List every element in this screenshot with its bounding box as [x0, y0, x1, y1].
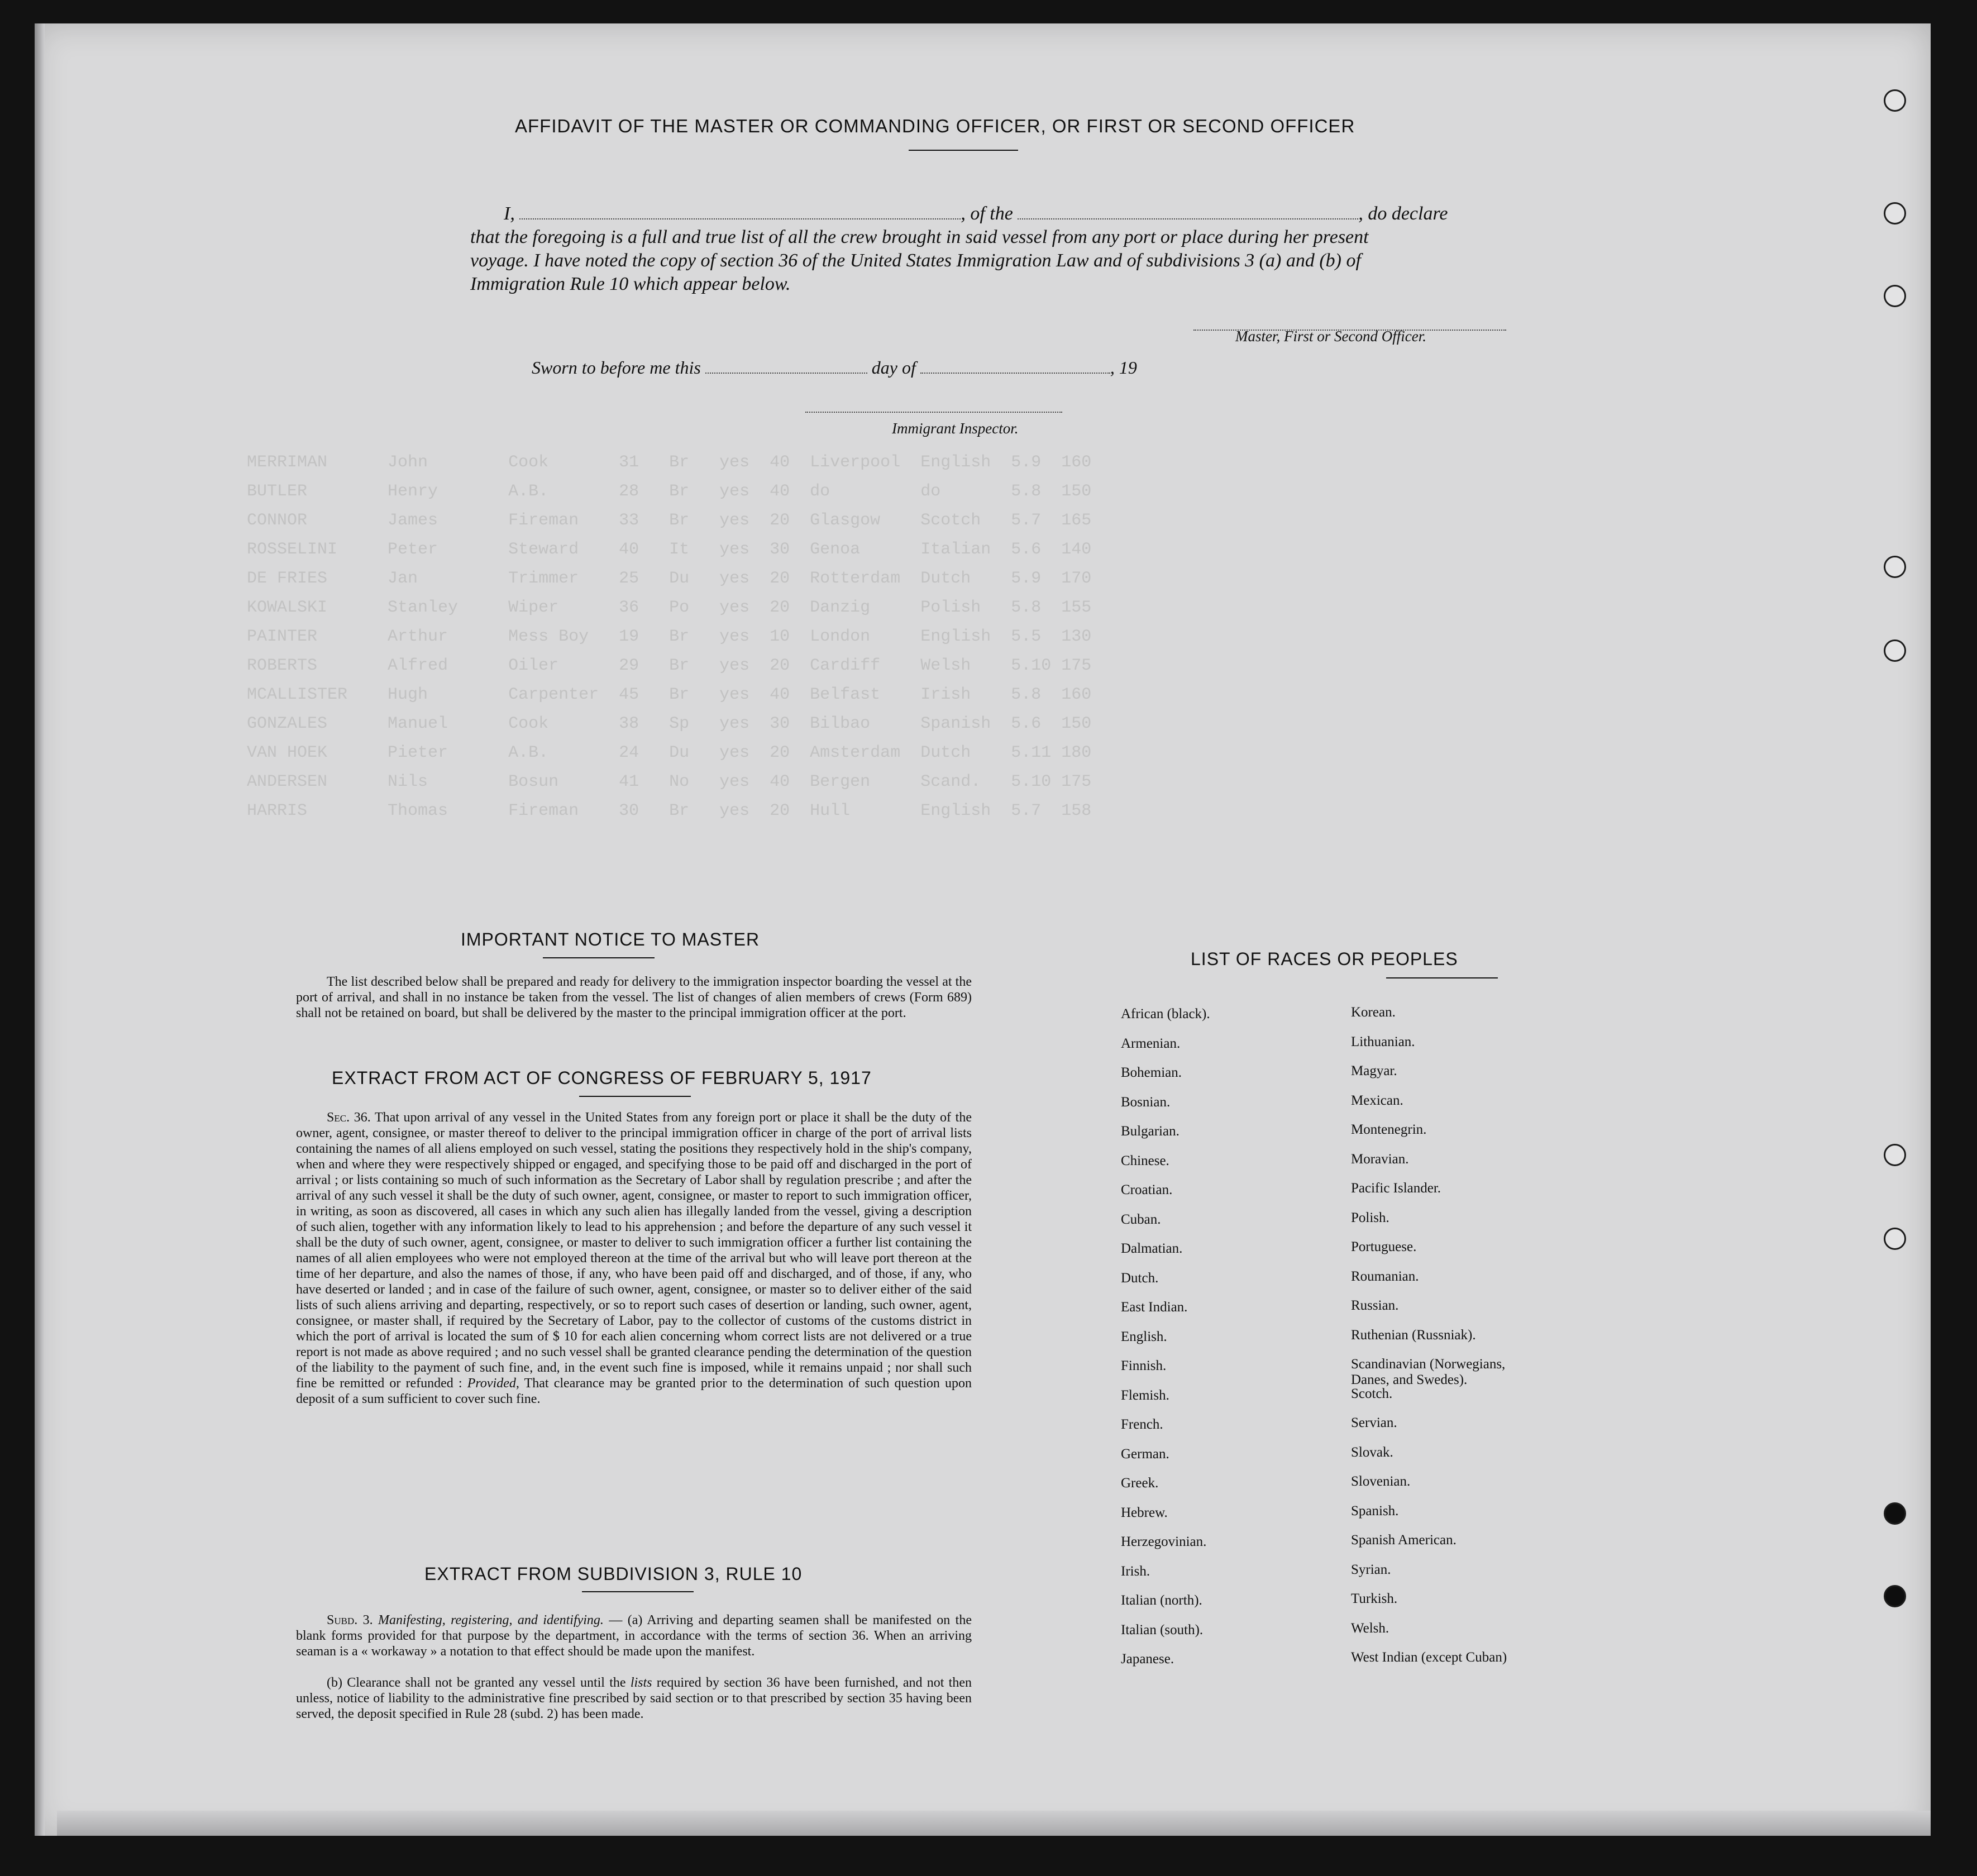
race-item: English. [1121, 1329, 1167, 1344]
notice-rule [543, 957, 655, 958]
sworn-text: Sworn to before me this [532, 357, 701, 378]
act-text [296, 1110, 972, 1407]
race-item: Scotch. [1351, 1386, 1393, 1401]
page-bottom-strip [57, 1811, 1931, 1836]
race-item: Slovak. [1351, 1444, 1393, 1460]
act-title: EXTRACT FROM ACT OF CONGRESS OF FEBRUARY 5, 1917 [332, 1068, 872, 1088]
race-item: Welsh. [1351, 1620, 1389, 1636]
race-item: Hebrew. [1121, 1505, 1168, 1520]
binder-hole [1884, 285, 1906, 307]
race-item: Dalmatian. [1121, 1241, 1183, 1256]
race-item: French. [1121, 1417, 1163, 1432]
act-section-label: Sec. 36. [327, 1110, 371, 1125]
race-item: Slovenian. [1351, 1474, 1411, 1489]
affidavit-line-4: Immigration Rule 10 which appear below. [470, 274, 791, 294]
race-item: Polish. [1351, 1210, 1389, 1225]
race-item: Flemish. [1121, 1387, 1169, 1403]
race-item: Lithuanian. [1351, 1034, 1415, 1049]
race-item: Irish. [1121, 1563, 1150, 1579]
race-item: Bohemian. [1121, 1065, 1182, 1080]
race-item: Ruthenian (Russniak). [1351, 1327, 1476, 1343]
race-item: Japanese. [1121, 1651, 1174, 1667]
rule-subd-heading: Manifesting, registering, and identifying. [378, 1613, 604, 1627]
race-item: Croatian. [1121, 1182, 1173, 1197]
race-item: Russian. [1351, 1298, 1399, 1313]
affidavit-line-2: that the foregoing is a full and true list of all the crew brought in said vessel from any port or place during her present [470, 227, 1369, 247]
rule-para-b [296, 1675, 972, 1722]
race-item: Cuban. [1121, 1211, 1161, 1227]
race-item: Bosnian. [1121, 1094, 1171, 1110]
rule-para-a [296, 1612, 972, 1659]
race-item: Greek. [1121, 1476, 1159, 1491]
rule-subd-label: Subd. 3. [327, 1613, 373, 1627]
race-item: East Indian. [1121, 1300, 1188, 1315]
binder-hole [1884, 1228, 1906, 1250]
race-item: Scandinavian (Norwegians, Danes, and Swedes). [1351, 1357, 1506, 1387]
races-right-column [1351, 1005, 1535, 1679]
race-item: Chinese. [1121, 1153, 1169, 1168]
races-rule [1386, 977, 1498, 978]
race-item: Mexican. [1351, 1092, 1403, 1108]
rule-para-b-start: (b) Clearance shall not be granted any vessel until the [327, 1675, 626, 1690]
inspector-label: Immigrant Inspector. [892, 420, 1019, 437]
race-item: Moravian. [1351, 1151, 1409, 1167]
act-body-end: That clearance may be granted prior to the determination of such question upon deposit of a sum sufficient to cover such fine. [296, 1376, 972, 1406]
binder-hole [1884, 1144, 1906, 1166]
affidavit-title: AFFIDAVIT OF THE MASTER OR COMMANDING OFFICER, OR FIRST OR SECOND OFFICER [515, 116, 1355, 136]
rule-rule [582, 1591, 694, 1592]
affidavit-i: I, [504, 203, 515, 224]
sworn-line [532, 357, 1137, 378]
race-item: Dutch. [1121, 1270, 1159, 1286]
day-blank [705, 373, 867, 374]
race-item: Finnish. [1121, 1358, 1167, 1373]
affidavit-body [470, 202, 1526, 296]
rule-para-a-text: — (a) Arriving and departing seamen shall be manifested on the blank forms provided for that purpose by the department, in accordance with the terms of section 36. When an arriving seaman is a « workaway » a notation to that effect should be made upon the manifest. [296, 1613, 972, 1659]
binder-hole [1884, 89, 1906, 112]
race-item: German. [1121, 1446, 1169, 1462]
races-left-column [1121, 1006, 1210, 1681]
affidavit-declare: , do declare [1358, 203, 1448, 224]
binder-hole [1884, 1502, 1906, 1525]
page-edge [35, 23, 45, 1836]
race-item: Montenegrin. [1351, 1122, 1427, 1137]
title-rule [909, 150, 1018, 151]
race-item: Italian (north). [1121, 1593, 1202, 1608]
race-item: Korean. [1351, 1005, 1396, 1020]
document-page [35, 23, 1931, 1836]
act-provided: Provided, [467, 1376, 519, 1391]
race-item: Portuguese. [1351, 1239, 1417, 1254]
race-item: Pacific Islander. [1351, 1181, 1441, 1196]
race-item: Herzegovinian. [1121, 1534, 1207, 1549]
race-item: Syrian. [1351, 1562, 1391, 1577]
affidavit-line-1 [470, 202, 1526, 226]
race-item: Armenian. [1121, 1035, 1181, 1051]
race-item: Spanish. [1351, 1503, 1399, 1519]
race-item: Turkish. [1351, 1591, 1398, 1606]
binder-hole [1884, 202, 1906, 225]
race-item: African (black). [1121, 1006, 1210, 1021]
bleed-through-background: MERRIMAN John Cook 31 Br yes 40 Liverpool English 5.9 160 BUTLER Henry A.B. 28 Br yes 40 do do 5.8 150 CONNOR James Fireman 33 Br yes 20 Glasgow Scotch 5.7 165 ROSSELINI Peter Steward 40 It yes 30 Genoa Italian 5.6 140 DE FRIES Jan Trimmer 25 Du yes 20 Rotterdam Dutch 5.9 170 KOWALSKI Stanley Wiper 36 Po yes 20 Danzig Polish 5.8 155 PAINTER Arthur Mess Boy 19 Br yes 10 London English 5.5 130 ROBERTS Alfred Oiler 29 Br yes 20 Cardiff Welsh 5.10 175 MCALLISTER Hugh Carpenter 45 Br yes 40 Belfast Irish 5.8 160 GONZALES Manuel Cook 38 Sp yes 30 Bilbao Spanish 5.6 150 VAN HOEK Pieter A.B. 24 Du yes 20 Amsterdam Dutch 5.11 180 ANDERSEN Nils Bosun 41 No yes 40 Bergen Scand. 5.10 175 HARRIS Thomas Fireman 30 Br yes 20 Hull English 5.7 158 [247, 453, 1092, 820]
notice-text: The list described below shall be prepared and ready for delivery to the immigration inspector boarding the vessel at the port of arrival, and shall in no instance be taken from the vessel. The list of changes of alien members of crews (Form 689) shall not be retained on board, but shall be delivered by the master to the principal immigration officer at the port. [296, 975, 972, 1020]
affidavit-line-3: voyage. I have noted the copy of section 36 of the United States Immigration Law and of subdivisions 3 (a) and (b) of [470, 250, 1361, 271]
race-item: Bulgarian. [1121, 1124, 1179, 1139]
master-signature-label: Master, First or Second Officer. [1235, 328, 1426, 345]
inspector-signature-line [805, 412, 1062, 413]
act-body: That upon arrival of any vessel in the United States from any foreign port or place it shall be the duty of the owner, agent, consignee, or master thereof to deliver to the principal immigration officer in charge of the port of arrival lists containing the names of all aliens employed on such vessel, stating the positions they respectively hold in the ship's company, when and where they were respectively shipped or engaged, and specifying those to be paid off and discharged in the port of arrival ; or lists containing so much of such information as the Secretary of Labor shall by regulation prescribe ; and after the arrival of any such vessel it shall be the duty of such owner, agent, consignee, or master to report to such immigration officer, in writing, as soon as discovered, all cases in which any such alien has illegally landed from the vessel, giving a description of such alien, together with any information likely to lead to his apprehension ; and before the departure of any such vessel it shall be the duty of such owner, agent, consignee, or master to deliver to such immigration officer a further list containing the names of all alien employees who were not employed thereon at the time of the arrival but who will leave port thereon at the time of her departure, and also the names of those, if any, who have been paid off and discharged, and of those, if any, who have deserted or landed ; and in case of the failure of such owner, agent, consignee, or master so to deliver either of the said lists of such aliens arriving and departing, respectively, or so to report such cases of desertion or landing, such owner, agent, consignee, or master shall, if required by the Secretary of Labor, pay to the collector of customs of the customs district in which the port of arrival is located the sum of $ 10 for each alien concerning whom correct lists are not delivered or a true report is not made as above required ; and no such vessel shall be granted clearance pending the determination of the question of the liability to the payment of such fine, and, in the event such fine is imposed, while it remains unpaid ; nor shall such fine be remitted or refunded : [296, 1110, 972, 1391]
vessel-blank [1018, 218, 1358, 219]
race-item: Spanish American. [1351, 1533, 1457, 1548]
binder-hole [1884, 639, 1906, 662]
binder-hole [1884, 556, 1906, 578]
rule-para-b-lists: lists [630, 1675, 652, 1690]
race-item: Italian (south). [1121, 1622, 1204, 1638]
race-item: Magyar. [1351, 1063, 1397, 1078]
rule-para-b-end: required by section 36 have been furnished, and not then unless, notice of liability to the administrative fine prescribed by said section or to that prescribed by section 35 having been served, the deposit specified in Rule 28 (subd. 2) has been made. [296, 1675, 972, 1721]
month-blank [920, 373, 1110, 374]
race-item: Servian. [1351, 1415, 1397, 1430]
binder-hole [1884, 1585, 1906, 1607]
name-blank [519, 218, 961, 219]
race-item: Roumanian. [1351, 1268, 1419, 1284]
year-text: , 19 [1110, 357, 1137, 378]
act-rule [579, 1096, 691, 1097]
affidavit-of-the: , of the [961, 203, 1013, 224]
race-item: West Indian (except Cuban) [1351, 1650, 1507, 1665]
notice-title: IMPORTANT NOTICE TO MASTER [461, 929, 760, 949]
rule-title: EXTRACT FROM SUBDIVISION 3, RULE 10 [424, 1564, 803, 1584]
day-of-text: day of [871, 357, 916, 378]
races-title: LIST OF RACES OR PEOPLES [1191, 949, 1458, 969]
